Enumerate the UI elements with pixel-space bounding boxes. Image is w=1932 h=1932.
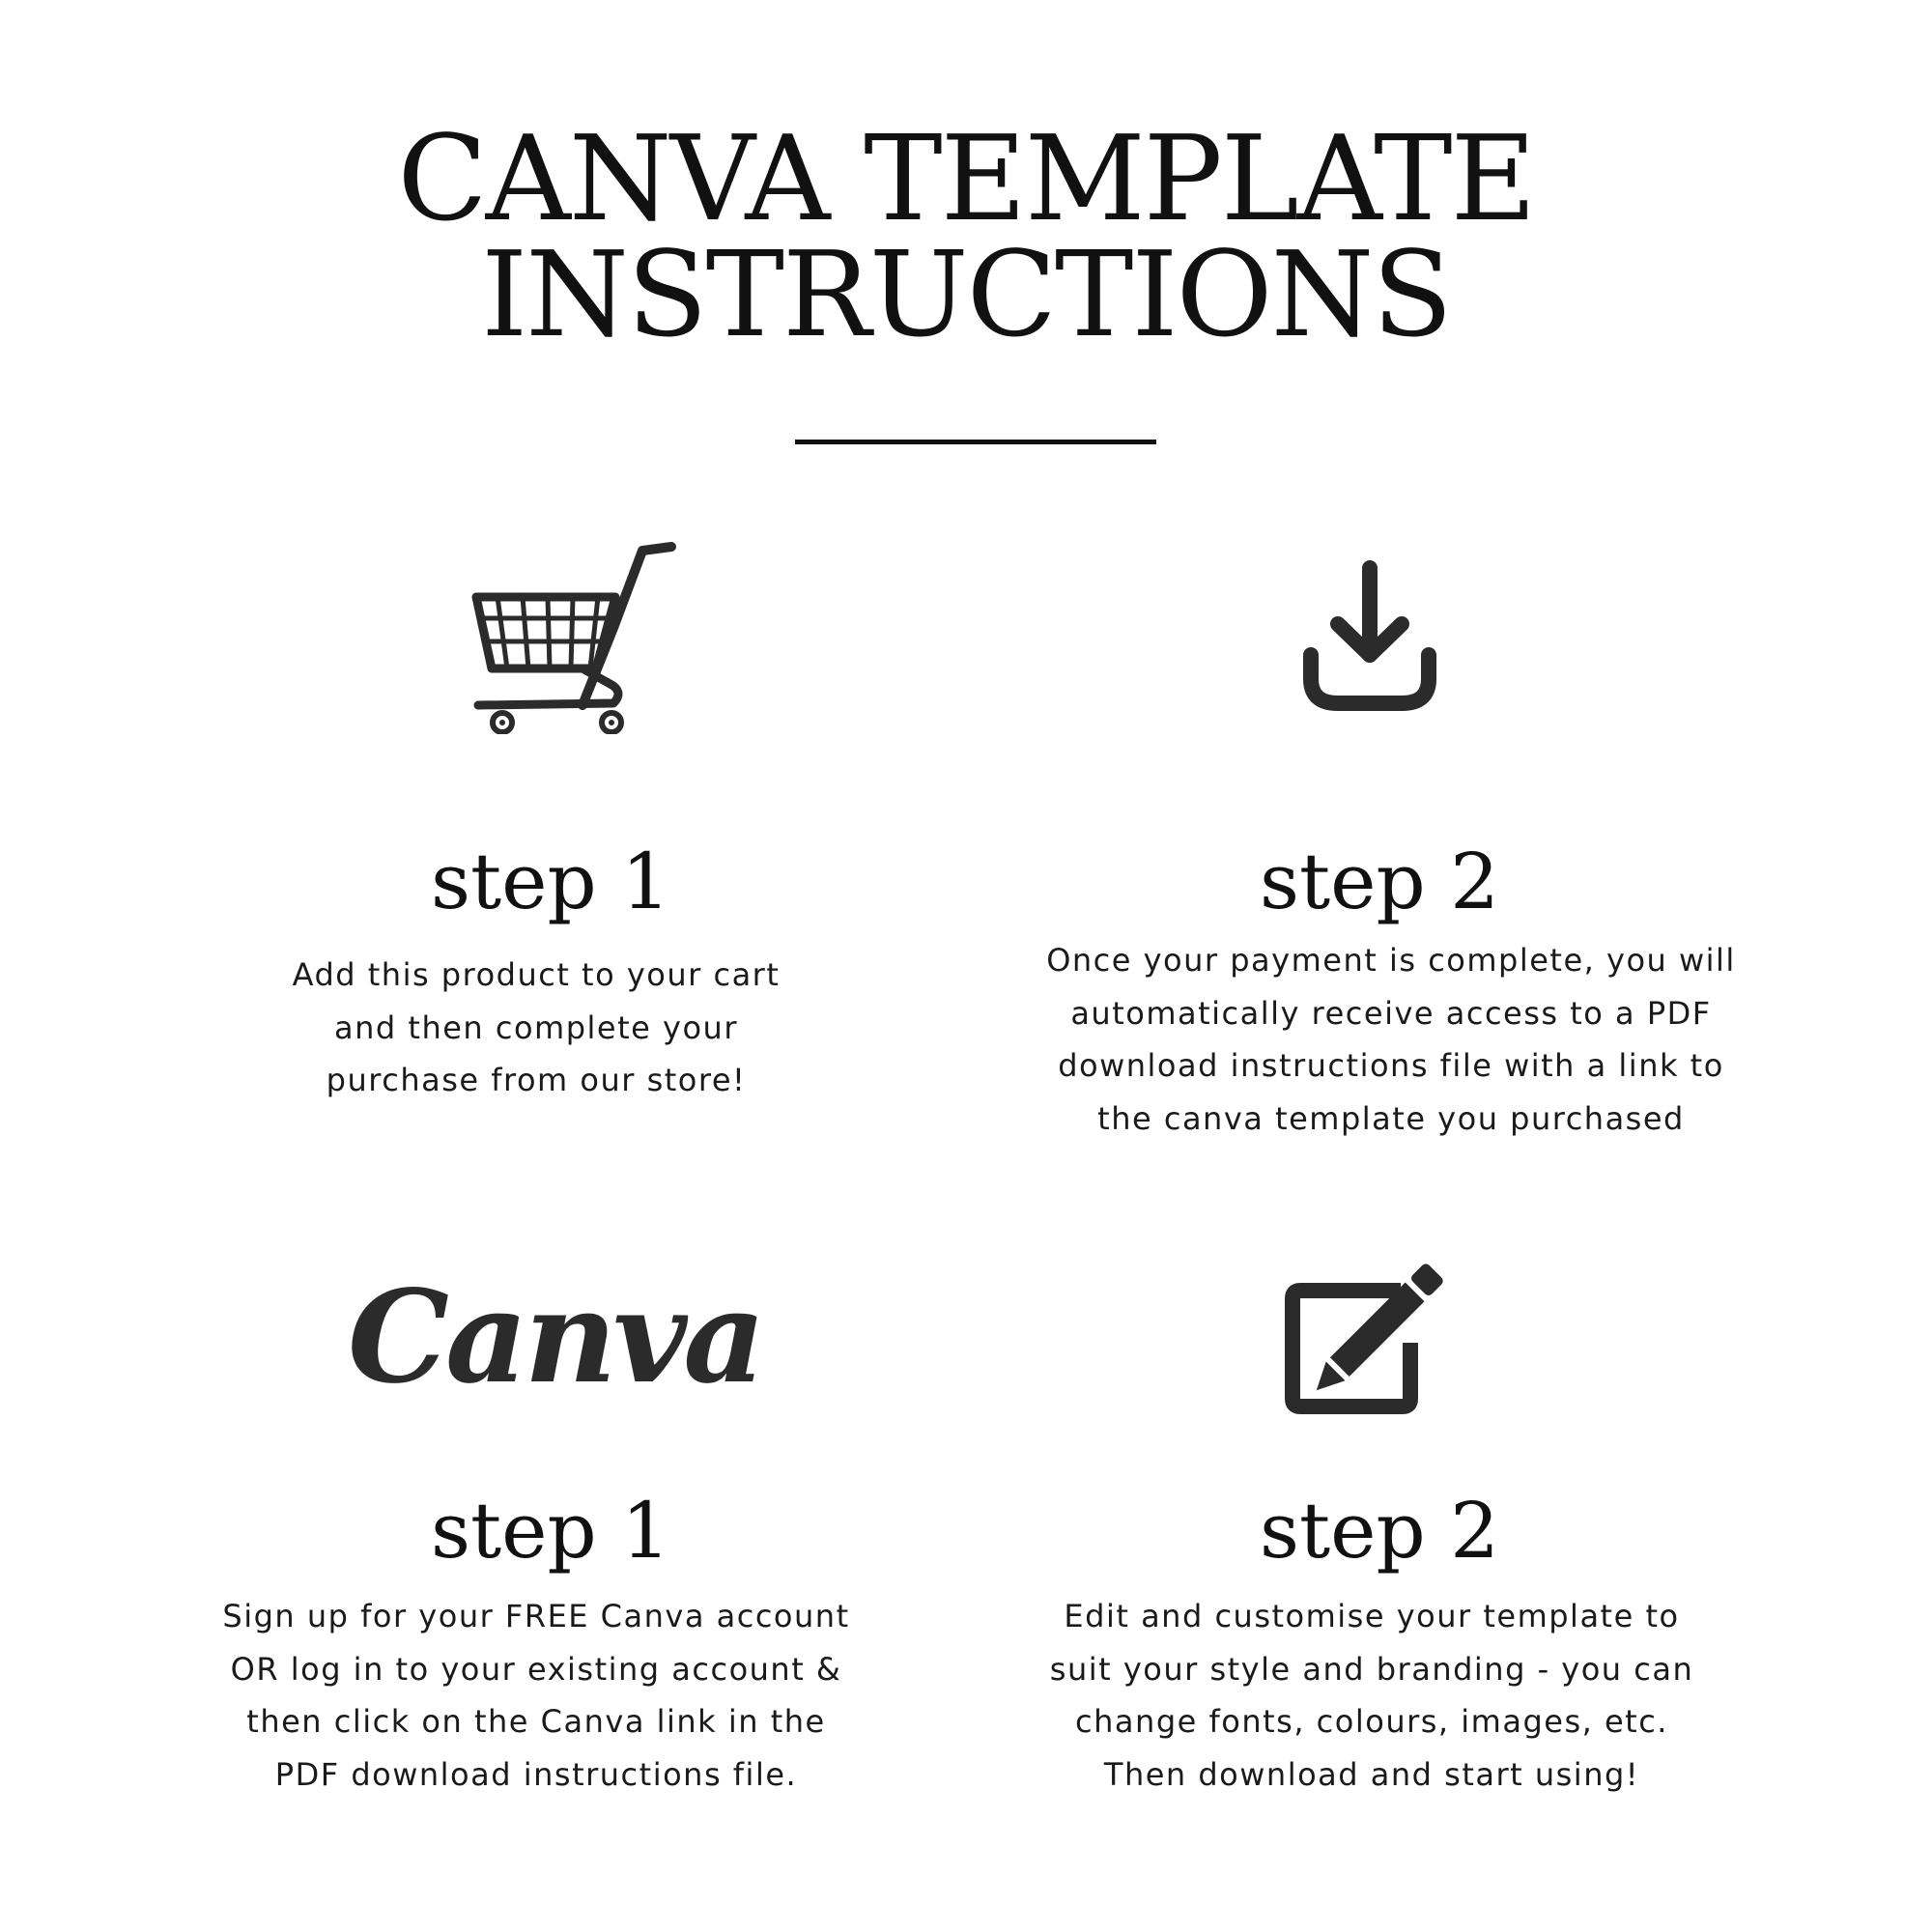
step-heading: step 1 [430,1486,671,1576]
page-title [0,110,1932,363]
step-heading: step 1 [430,837,671,926]
page-title-line-2: INSTRUCTIONS [481,226,1451,363]
download-icon [1299,558,1444,713]
canva-logo: Canva [348,1263,762,1412]
step-heading: step 2 [1259,837,1500,926]
edit-icon [1285,1254,1459,1418]
step-heading: step 2 [1259,1486,1500,1576]
step-description: Sign up for your FREE Canva account OR log in to your existing account & then click on the Canva link in the PDF download instructions file. [222,1598,850,1793]
step-description: Edit and customise your template to suit your style and branding - you can change fonts, colours, images, etc. Then download and start using! [1049,1598,1694,1793]
page-title-line-1: CANVA TEMPLATE [397,110,1535,247]
step-description: Once your payment is complete, you will automatically receive access to a PDF download instructions file with a link to the canva template you purchased [1046,942,1736,1137]
shopping-cart-icon [469,541,681,734]
step-description: Add this product to your cart and then complete your purchase from our store! [292,956,781,1098]
title-divider [795,440,1156,444]
